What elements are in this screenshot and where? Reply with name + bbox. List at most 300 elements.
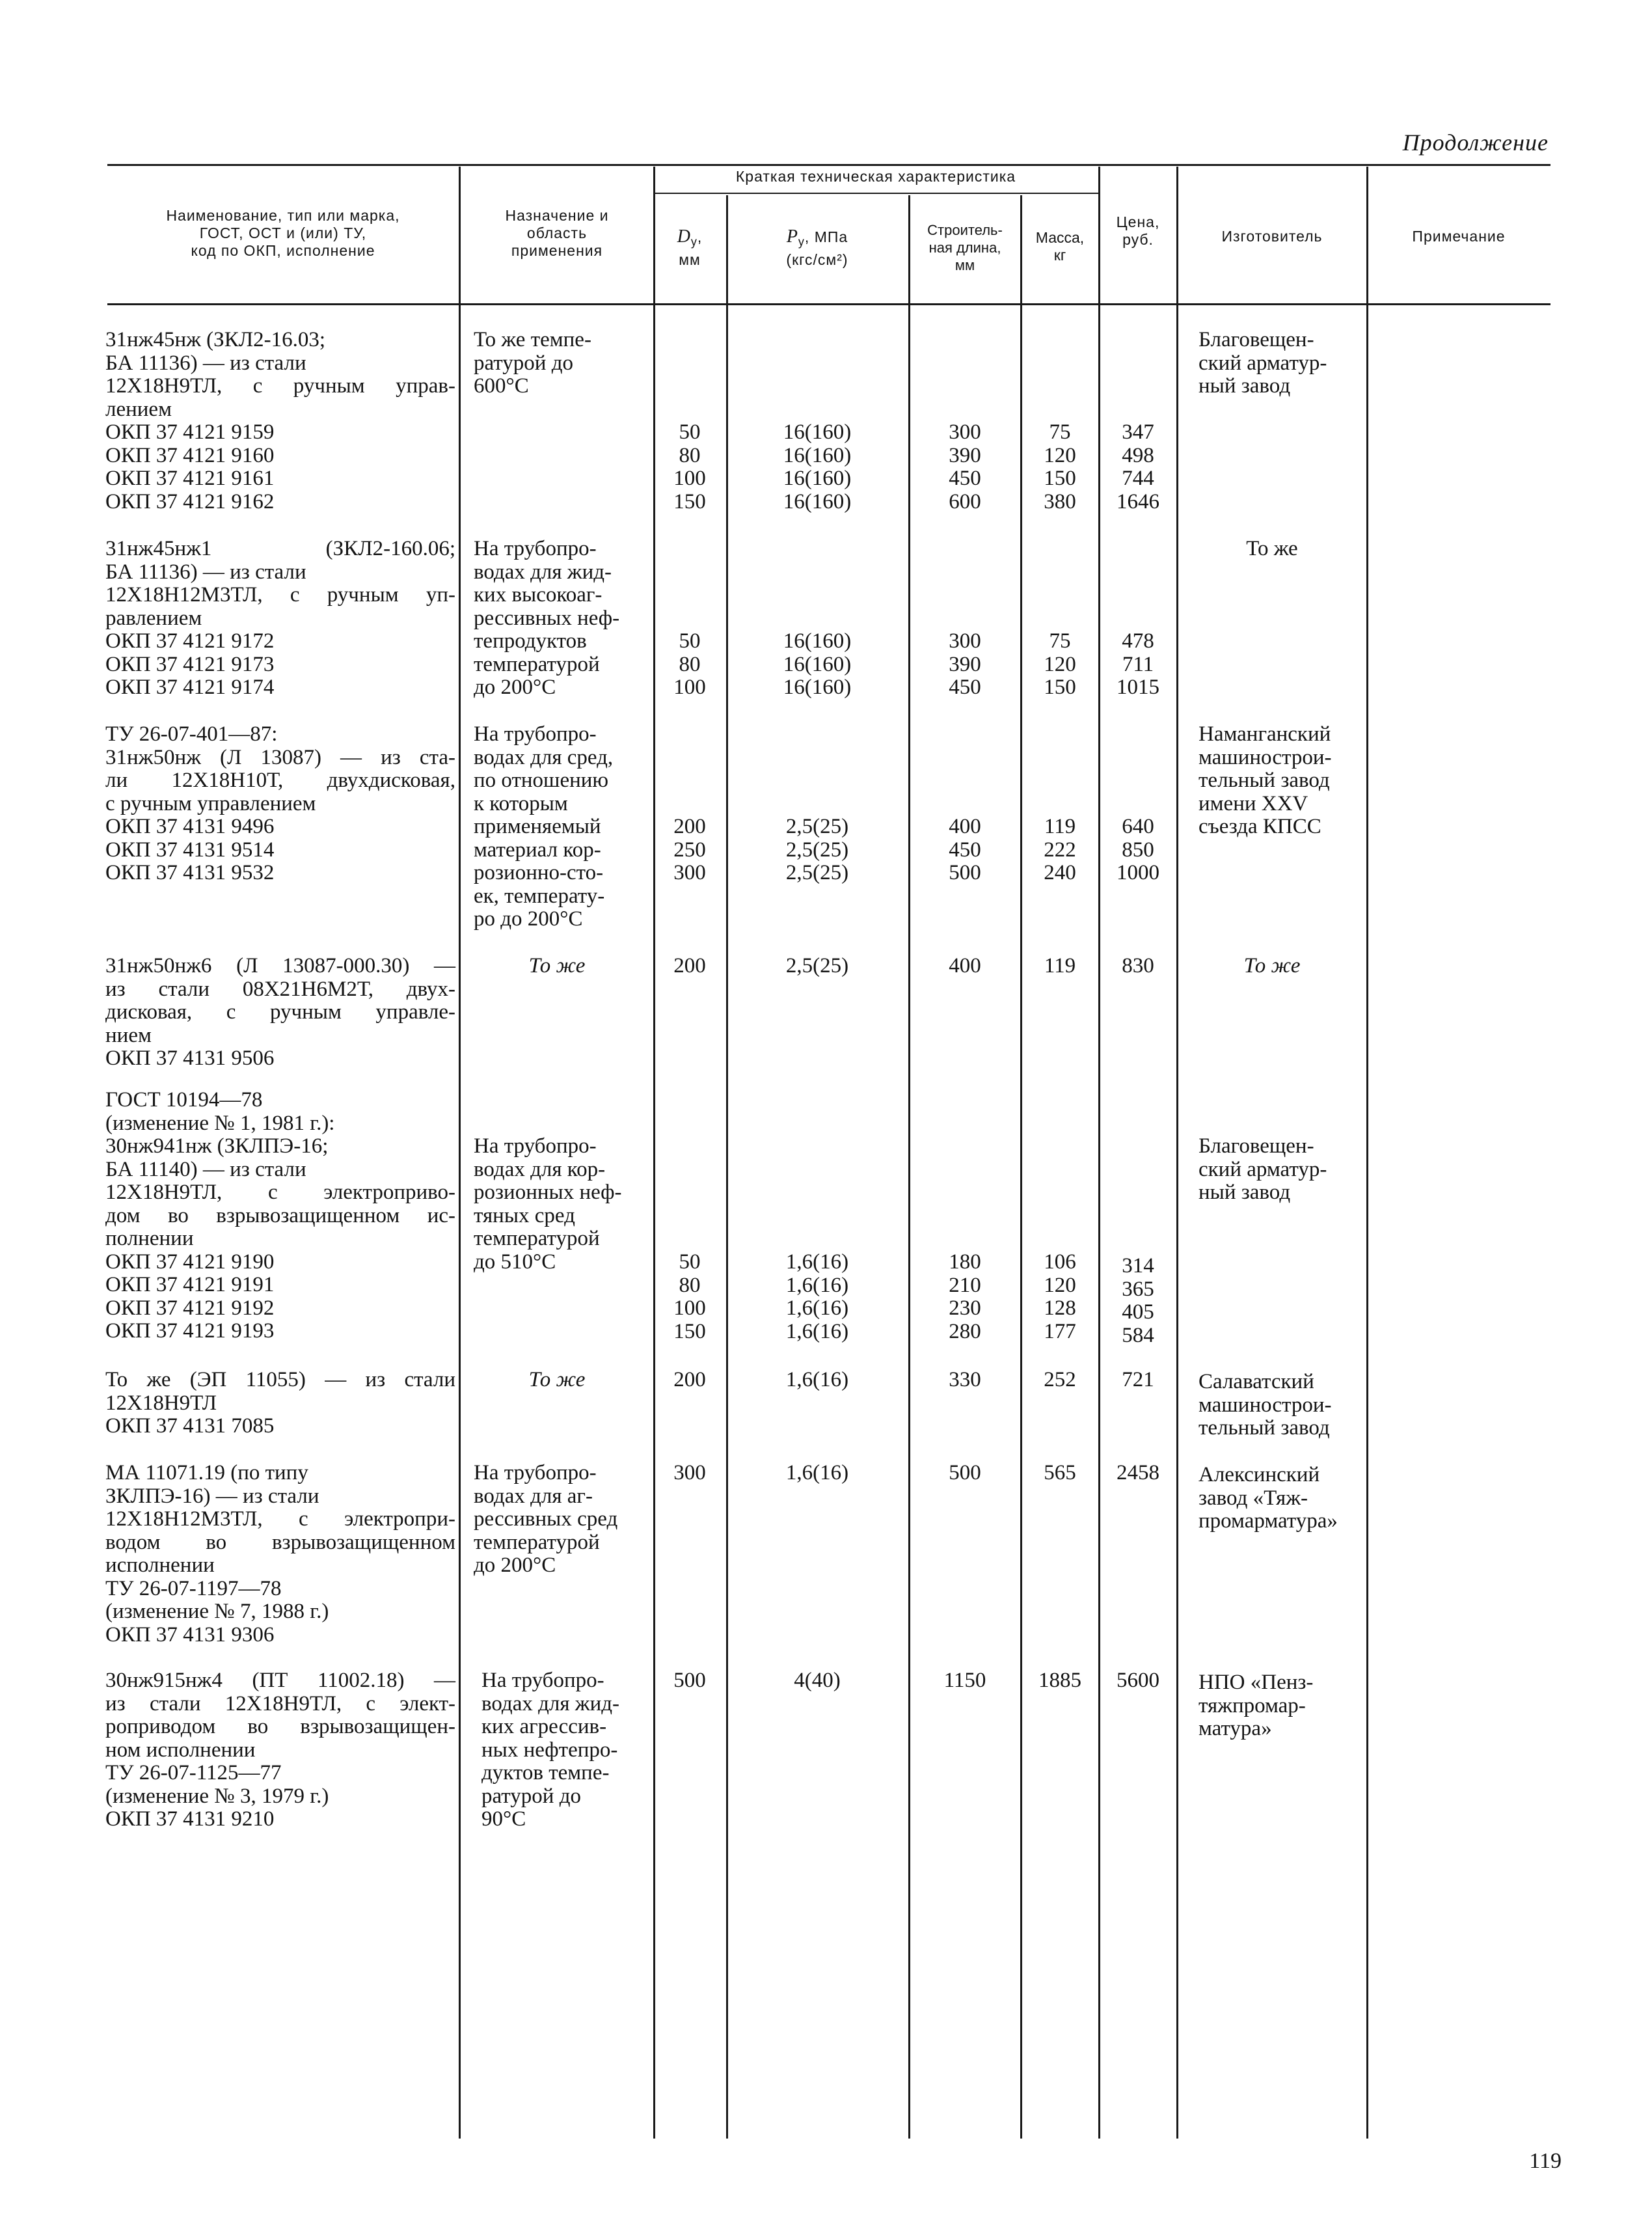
purpose-line: 90°С xyxy=(481,1807,526,1831)
row-price xyxy=(1101,1669,1175,1693)
name-line: лением xyxy=(105,397,172,421)
row-purpose xyxy=(474,329,652,398)
name-line: полнении xyxy=(105,1227,194,1250)
purpose-line: температурой xyxy=(474,1530,600,1554)
purpose-line: по отношению xyxy=(474,769,609,792)
price-value: 584 xyxy=(1122,1323,1154,1347)
maker-line: машинострои- xyxy=(1198,1393,1332,1417)
name-line: 30нж941нж (ЗКЛПЭ-16; xyxy=(105,1134,329,1158)
name-line: ОКП 37 4131 7085 xyxy=(105,1414,275,1438)
row-purpose xyxy=(474,1135,652,1274)
name-line: МА 11071.19 (по типу xyxy=(105,1461,308,1484)
mass-value: 150 xyxy=(1044,467,1076,490)
purpose-line: ких агрессив- xyxy=(481,1715,607,1738)
purpose-line: На трубопро- xyxy=(474,722,597,746)
mass-value: 240 xyxy=(1044,861,1076,884)
mass-value: 150 xyxy=(1044,676,1076,699)
header-mass xyxy=(1023,229,1097,264)
dy-value: 200 xyxy=(673,815,706,838)
length-value: 300 xyxy=(949,629,981,653)
col-divider-4 xyxy=(908,195,910,2139)
maker-line: промарматура» xyxy=(1198,1509,1338,1533)
name-line: 31нж45нж (ЗКЛ2-16.03; xyxy=(105,328,325,351)
purpose-line: водах для аг- xyxy=(474,1484,593,1508)
row-price xyxy=(1101,815,1175,885)
length-value: 500 xyxy=(949,1461,981,1484)
row-maker xyxy=(1198,1135,1365,1205)
row-py xyxy=(729,421,906,513)
py-value: 1,6(16) xyxy=(785,1250,849,1274)
py-value: 16(160) xyxy=(783,489,852,513)
header-name-line: Наименование, тип или марка, xyxy=(166,207,400,224)
name-line: ОКП 37 4131 9210 xyxy=(105,1807,275,1831)
name-line: ОКП 37 4121 9159 xyxy=(105,420,275,444)
price-value: 721 xyxy=(1122,1368,1154,1391)
purpose-line: ких высокоаг- xyxy=(474,583,603,607)
py-value: 16(160) xyxy=(783,420,852,444)
header-price xyxy=(1101,213,1175,249)
mass-value: 1885 xyxy=(1038,1669,1081,1692)
maker-line: То же xyxy=(1246,537,1298,560)
purpose-line: водах для жид- xyxy=(481,1691,620,1716)
mass-value: 565 xyxy=(1044,1461,1076,1484)
header-name xyxy=(111,207,455,260)
name-line: водом во взрывозащищенном xyxy=(105,1530,455,1554)
row-purpose xyxy=(463,955,651,978)
length-value: 180 xyxy=(949,1250,981,1274)
row-dy xyxy=(656,1369,724,1392)
col-divider-1 xyxy=(459,167,461,2139)
purpose-line: ро до 200°С xyxy=(474,907,583,931)
header-dy-comma: , xyxy=(697,228,703,245)
length-value: 600 xyxy=(949,489,981,513)
length-value: 450 xyxy=(949,676,981,699)
header-dy-unit: мм xyxy=(679,251,701,268)
purpose-line: водах для кор- xyxy=(474,1157,606,1181)
row-maker xyxy=(1198,723,1365,839)
col-divider-6 xyxy=(1098,167,1100,2139)
dy-value: 150 xyxy=(673,1319,706,1343)
dy-value: 500 xyxy=(673,1669,706,1692)
row-price xyxy=(1101,630,1175,700)
dy-value: 300 xyxy=(673,1461,706,1484)
name-line: 31нж45нж1 (ЗКЛ2-160.06; xyxy=(105,537,455,560)
col-divider-2 xyxy=(653,167,655,2139)
row-purpose xyxy=(481,1669,652,1831)
row-name xyxy=(105,1369,455,1438)
row-mass xyxy=(1023,1669,1097,1693)
table-top-rule xyxy=(107,164,1550,166)
maker-line: тельный завод xyxy=(1198,1416,1330,1440)
row-purpose xyxy=(474,1462,652,1578)
name-line: ли 12Х18Н10Т, двухдисковая, xyxy=(105,769,455,792)
purpose-line: На трубопро- xyxy=(481,1669,604,1692)
price-value: 1015 xyxy=(1117,676,1159,699)
row-length xyxy=(911,1669,1019,1693)
maker-line: ный завод xyxy=(1198,374,1291,398)
py-value: 1,6(16) xyxy=(785,1319,849,1343)
maker-line: Наманганский xyxy=(1198,722,1331,746)
row-mass xyxy=(1023,630,1097,700)
header-py-unit: , МПа xyxy=(804,228,848,245)
row-maker xyxy=(1198,1671,1365,1741)
py-value: 16(160) xyxy=(783,443,852,467)
py-value: 2,5(25) xyxy=(785,954,849,978)
header-name-line: ГОСТ, ОСТ и (или) ТУ, xyxy=(199,225,367,241)
name-line: ОКП 37 4121 9172 xyxy=(105,629,275,653)
name-line: 12Х18Н9ТЛ, с ручным управ- xyxy=(105,374,455,398)
length-value: 300 xyxy=(949,420,981,444)
row-length xyxy=(911,1369,1019,1392)
col-divider-8 xyxy=(1366,167,1368,2139)
purpose-line: до 510°С xyxy=(474,1250,556,1274)
row-purpose xyxy=(474,538,652,700)
dy-value: 100 xyxy=(673,467,706,490)
header-dy xyxy=(656,228,724,269)
py-value: 4(40) xyxy=(794,1669,841,1692)
name-line: из стали 12Х18Н9ТЛ, с элект- xyxy=(105,1691,455,1716)
mass-value: 75 xyxy=(1049,629,1071,653)
maker-line: имени XXV xyxy=(1198,791,1308,815)
price-value: 347 xyxy=(1122,420,1154,444)
name-line: БА 11136) — из стали xyxy=(105,560,306,584)
purpose-line: дуктов темпе- xyxy=(481,1761,610,1785)
mass-value: 119 xyxy=(1044,815,1076,838)
header-purpose-line: область xyxy=(526,225,588,241)
name-line: БА 11136) — из стали xyxy=(105,351,306,375)
row-length xyxy=(911,1251,1019,1343)
dy-value: 100 xyxy=(673,1296,706,1320)
name-line: с ручным управлением xyxy=(105,791,316,815)
length-value: 400 xyxy=(949,954,981,978)
price-value: 850 xyxy=(1122,838,1154,862)
row-length xyxy=(911,421,1019,513)
dy-value: 80 xyxy=(679,443,701,467)
name-line: 31нж50нж (Л 13087) — из ста- xyxy=(105,745,455,769)
name-line: ОКП 37 4121 9191 xyxy=(105,1273,275,1296)
purpose-line: То же xyxy=(528,954,586,978)
purpose-line: ек, температу- xyxy=(474,884,605,908)
name-line: 12Х18Н9ТЛ, с электроприво- xyxy=(105,1181,455,1204)
row-price xyxy=(1101,421,1175,513)
name-line: То же (ЭП 11055) — из стали xyxy=(105,1368,455,1391)
name-line: ТУ 26-07-401—87: xyxy=(105,722,278,746)
py-value: 1,6(16) xyxy=(785,1368,849,1391)
row-dy xyxy=(656,421,724,513)
row-price xyxy=(1101,955,1175,978)
purpose-line: к которым xyxy=(474,791,568,815)
name-line: ОКП 37 4121 9192 xyxy=(105,1296,275,1320)
maker-line: тельный завод xyxy=(1198,769,1330,792)
price-value: 711 xyxy=(1122,652,1154,676)
maker-line: съезда КПСС xyxy=(1198,815,1321,838)
header-price-line: руб. xyxy=(1122,231,1154,248)
maker-line: машинострои- xyxy=(1198,745,1332,769)
maker-line: Благовещен- xyxy=(1198,1134,1314,1158)
length-value: 280 xyxy=(949,1319,981,1343)
price-value: 744 xyxy=(1122,467,1154,490)
length-value: 400 xyxy=(949,815,981,838)
maker-line: То же xyxy=(1243,954,1301,978)
dy-value: 300 xyxy=(673,861,706,884)
py-value: 1,6(16) xyxy=(785,1461,849,1484)
name-line: (изменение № 7, 1988 г.) xyxy=(105,1600,329,1623)
row-mass xyxy=(1023,1462,1097,1485)
name-line: дисковая, с ручным управле- xyxy=(105,1000,455,1024)
purpose-line: водах для сред, xyxy=(474,745,614,769)
name-line: 31нж50нж6 (Л 13087-000.30) — xyxy=(105,954,455,978)
row-length xyxy=(911,815,1019,885)
length-value: 1150 xyxy=(943,1669,986,1692)
price-value: 314 xyxy=(1122,1254,1154,1278)
price-value: 5600 xyxy=(1117,1669,1159,1692)
continued-label: Продолжение xyxy=(1402,130,1549,156)
header-length-line: Строитель- xyxy=(927,222,1003,238)
header-length-line: ная длина, xyxy=(928,239,1001,256)
name-line: исполнении xyxy=(105,1553,215,1577)
price-value: 1646 xyxy=(1117,489,1159,513)
purpose-line: рессивных сред xyxy=(474,1507,618,1531)
row-name xyxy=(105,955,455,1071)
purpose-line: На трубопро- xyxy=(474,537,597,560)
row-name xyxy=(105,329,455,513)
mass-value: 128 xyxy=(1044,1296,1076,1320)
row-py xyxy=(729,815,906,885)
name-line: ТУ 26-07-1125—77 xyxy=(105,1761,282,1785)
purpose-line: температурой xyxy=(474,652,600,676)
maker-line: завод «Тяж- xyxy=(1198,1486,1308,1510)
name-line: ОКП 37 4121 9193 xyxy=(105,1319,275,1343)
length-value: 330 xyxy=(949,1368,981,1391)
name-line: 12Х18Н12М3ТЛ, с ручным уп- xyxy=(105,583,455,607)
dy-value: 200 xyxy=(673,954,706,978)
purpose-line: температурой xyxy=(474,1227,600,1250)
purpose-line: розионно-сто- xyxy=(474,861,604,884)
header-name-line: код по ОКП, исполнение xyxy=(191,242,375,259)
row-length xyxy=(911,630,1019,700)
row-maker xyxy=(1198,1464,1365,1533)
header-py-subscript: у xyxy=(798,235,805,249)
py-value: 16(160) xyxy=(783,652,852,676)
row-name xyxy=(105,723,455,885)
price-value: 365 xyxy=(1122,1277,1154,1301)
name-line: 12Х18Н12М3ТЛ, с электропри- xyxy=(105,1507,455,1531)
row-name xyxy=(105,1089,455,1343)
mass-value: 120 xyxy=(1044,1273,1076,1297)
maker-line: ный завод xyxy=(1198,1181,1291,1204)
name-line: ОКП 37 4121 9190 xyxy=(105,1250,275,1274)
purpose-line: На трубопро- xyxy=(474,1461,597,1484)
header-purpose xyxy=(463,207,651,260)
purpose-line: 600°С xyxy=(474,374,529,398)
header-py-unit-alt: (кгс/см²) xyxy=(786,251,848,268)
maker-line: тяжпромар- xyxy=(1198,1693,1306,1717)
dy-value: 250 xyxy=(673,838,706,862)
py-value: 1,6(16) xyxy=(785,1273,849,1297)
mass-value: 252 xyxy=(1044,1368,1076,1391)
col-divider-3 xyxy=(726,195,728,2139)
price-value: 2458 xyxy=(1117,1461,1159,1484)
row-mass xyxy=(1023,815,1097,885)
length-value: 450 xyxy=(949,838,981,862)
header-price-line: Цена, xyxy=(1116,213,1160,230)
row-price xyxy=(1101,1369,1175,1392)
purpose-line: На трубопро- xyxy=(474,1134,597,1158)
price-value: 830 xyxy=(1122,954,1154,978)
dy-value: 80 xyxy=(679,1273,701,1297)
mass-value: 177 xyxy=(1044,1319,1076,1343)
header-note: Примечание xyxy=(1412,228,1506,245)
length-value: 230 xyxy=(949,1296,981,1320)
purpose-line: тяных сред xyxy=(474,1203,575,1227)
header-length-line: мм xyxy=(955,257,975,273)
row-dy xyxy=(656,1462,724,1485)
col-divider-7 xyxy=(1176,167,1178,2139)
row-dy xyxy=(656,955,724,978)
name-line: (изменение № 3, 1979 г.) xyxy=(105,1784,329,1808)
header-mass-line: кг xyxy=(1053,247,1066,264)
row-py xyxy=(729,630,906,700)
purpose-line: То же темпе- xyxy=(474,328,591,351)
dy-value: 50 xyxy=(679,1250,701,1274)
row-maker xyxy=(1179,538,1365,561)
dy-value: 150 xyxy=(673,489,706,513)
row-length xyxy=(911,1462,1019,1485)
mass-value: 380 xyxy=(1044,489,1076,513)
row-py xyxy=(729,1251,906,1343)
name-line: ГОСТ 10194—78 xyxy=(105,1088,263,1112)
row-name xyxy=(105,538,455,700)
purpose-line: до 200°С xyxy=(474,676,556,699)
purpose-line: ратурой до xyxy=(481,1784,581,1808)
header-length xyxy=(911,221,1019,274)
name-line: ОКП 37 4131 9506 xyxy=(105,1046,275,1070)
length-value: 450 xyxy=(949,467,981,490)
py-value: 1,6(16) xyxy=(785,1296,849,1320)
name-line: ном исполнении xyxy=(105,1738,256,1762)
price-value: 640 xyxy=(1122,815,1154,838)
tech-group-rule xyxy=(653,193,1098,194)
row-py xyxy=(729,1369,906,1392)
length-value: 210 xyxy=(949,1273,981,1297)
header-dy-symbol: D xyxy=(677,226,691,247)
maker-line: Салаватский xyxy=(1198,1370,1314,1393)
row-length xyxy=(911,955,1019,978)
row-dy xyxy=(656,1669,724,1693)
header-purpose-line: Назначение и xyxy=(505,207,609,224)
row-py xyxy=(729,1462,906,1485)
price-value: 498 xyxy=(1122,443,1154,467)
name-line: нием xyxy=(105,1023,152,1047)
price-value: 405 xyxy=(1122,1300,1154,1324)
name-line: ТУ 26-07-1197—78 xyxy=(105,1576,282,1600)
length-value: 500 xyxy=(949,861,981,884)
name-line: 30нж915нж4 (ПТ 11002.18) — xyxy=(105,1669,455,1692)
mass-value: 120 xyxy=(1044,443,1076,467)
maker-line: Алексинский xyxy=(1198,1463,1320,1486)
maker-line: ский арматур- xyxy=(1198,351,1327,375)
row-dy xyxy=(656,630,724,700)
purpose-line: рессивных неф- xyxy=(474,606,620,630)
row-dy xyxy=(656,1251,724,1343)
row-price xyxy=(1101,1255,1175,1347)
header-mass-line: Масса, xyxy=(1035,229,1085,246)
price-value: 1000 xyxy=(1117,861,1159,884)
price-value: 478 xyxy=(1122,629,1154,653)
maker-line: НПО «Пенз- xyxy=(1198,1671,1314,1694)
header-py xyxy=(729,228,906,269)
dy-value: 200 xyxy=(673,1368,706,1391)
purpose-line: тепродуктов xyxy=(474,629,587,653)
mass-value: 119 xyxy=(1044,954,1076,978)
py-value: 2,5(25) xyxy=(785,861,849,884)
mass-value: 222 xyxy=(1044,838,1076,862)
dy-value: 50 xyxy=(679,629,701,653)
row-name xyxy=(105,1462,455,1647)
row-mass xyxy=(1023,955,1097,978)
row-maker xyxy=(1198,1371,1365,1440)
py-value: 16(160) xyxy=(783,676,852,699)
purpose-line: до 200°С xyxy=(474,1553,556,1577)
name-line: ОКП 37 4121 9162 xyxy=(105,489,275,513)
purpose-line: розионных неф- xyxy=(474,1181,622,1204)
dy-value: 50 xyxy=(679,420,701,444)
py-value: 16(160) xyxy=(783,467,852,490)
mass-value: 120 xyxy=(1044,652,1076,676)
length-value: 390 xyxy=(949,443,981,467)
header-purpose-line: применения xyxy=(511,242,603,259)
row-mass xyxy=(1023,1369,1097,1392)
purpose-line: применяемый xyxy=(474,815,601,838)
maker-line: матура» xyxy=(1198,1717,1272,1740)
row-price xyxy=(1101,1462,1175,1485)
header-tech-group: Краткая техническая характеристика xyxy=(735,168,1016,185)
row-dy xyxy=(656,815,724,885)
name-line: ОКП 37 4121 9173 xyxy=(105,652,275,676)
dy-value: 100 xyxy=(673,676,706,699)
name-line: БА 11140) — из стали xyxy=(105,1157,306,1181)
row-py xyxy=(729,1669,906,1693)
py-value: 16(160) xyxy=(783,629,852,653)
row-maker xyxy=(1198,329,1365,398)
name-line: ОКП 37 4121 9174 xyxy=(105,676,275,699)
name-line: 12Х18Н9ТЛ xyxy=(105,1391,217,1415)
purpose-line: ных нефтепро- xyxy=(481,1738,618,1762)
name-line: равлением xyxy=(105,606,202,630)
col-divider-5 xyxy=(1020,195,1022,2139)
purpose-line: водах для жид- xyxy=(474,560,612,584)
name-line: ЗКЛПЭ-16) — из стали xyxy=(105,1484,319,1508)
name-line: ОКП 37 4131 9532 xyxy=(105,861,275,884)
name-line: роприводом во взрывозащищен- xyxy=(105,1715,455,1738)
header-py-symbol: P xyxy=(786,226,798,247)
header-maker: Изготовитель xyxy=(1221,228,1323,245)
name-line: (изменение № 1, 1981 г.): xyxy=(105,1111,335,1135)
name-line: ОКП 37 4131 9496 xyxy=(105,815,275,838)
py-value: 2,5(25) xyxy=(785,815,849,838)
name-line: дом во взрывозащищенном ис- xyxy=(105,1203,455,1227)
row-name xyxy=(105,1669,455,1831)
row-maker xyxy=(1179,955,1365,978)
header-dy-subscript: у xyxy=(690,235,697,249)
row-purpose xyxy=(463,1369,651,1392)
dy-value: 80 xyxy=(679,652,701,676)
purpose-line: То же xyxy=(528,1368,586,1391)
name-line: ОКП 37 4131 9514 xyxy=(105,838,275,862)
name-line: ОКП 37 4131 9306 xyxy=(105,1622,275,1647)
row-purpose xyxy=(474,723,652,931)
row-mass xyxy=(1023,421,1097,513)
